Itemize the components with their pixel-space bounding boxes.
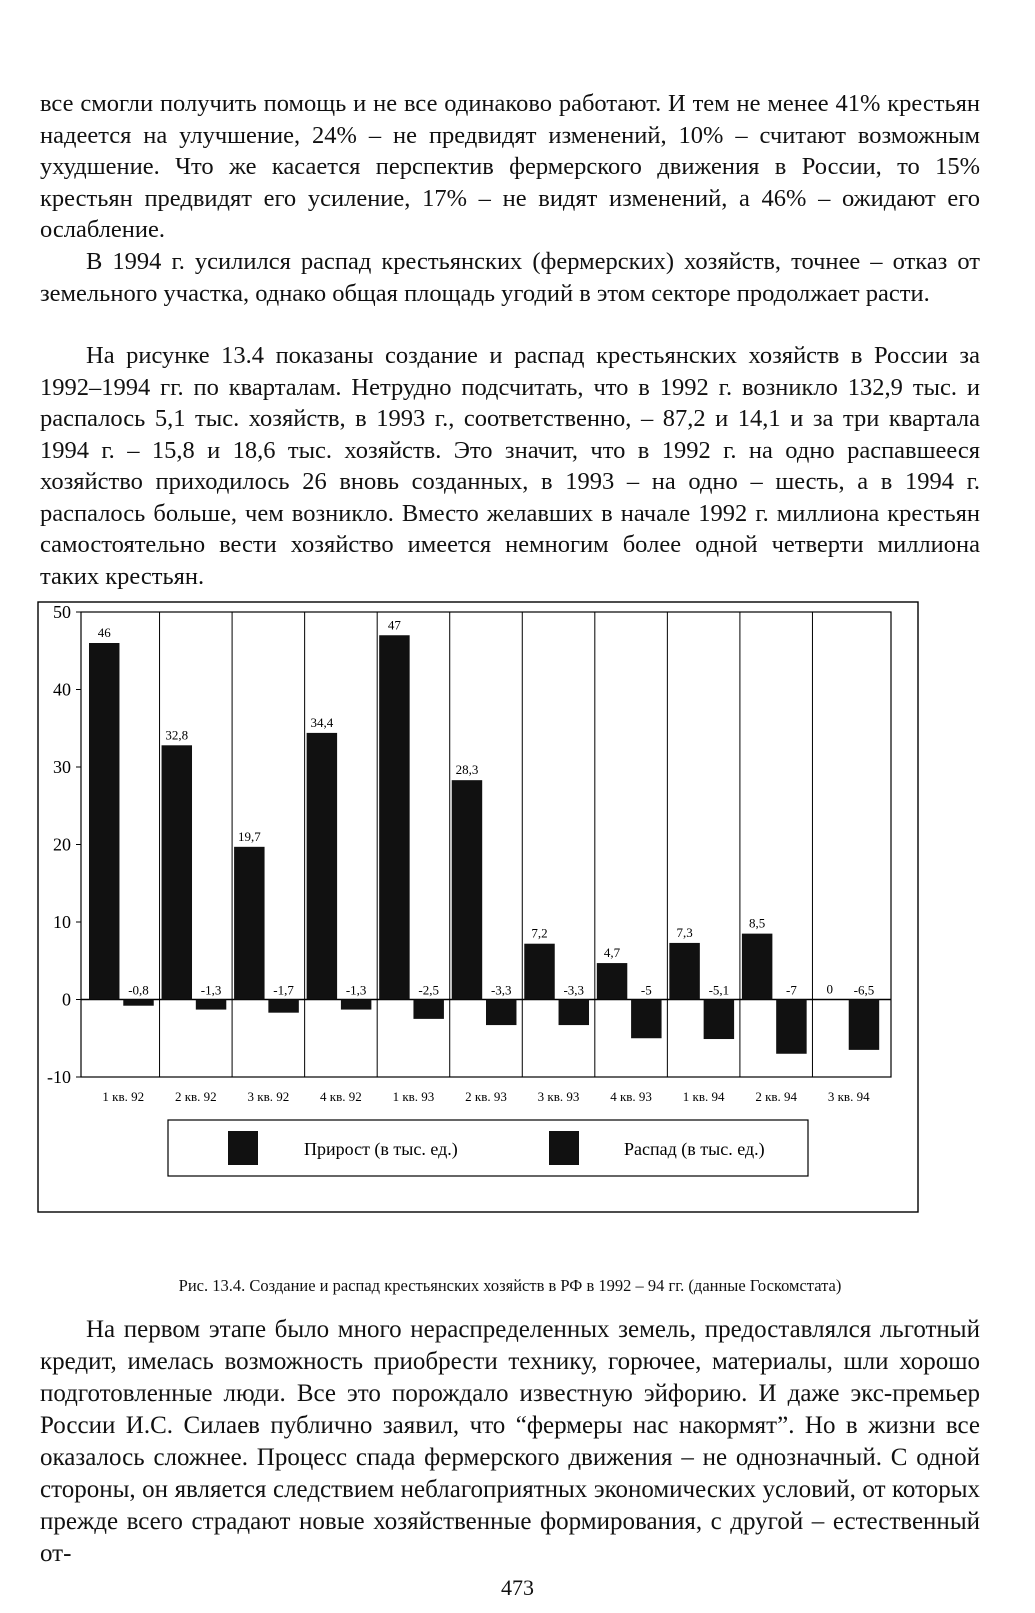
y-tick-label: 0 <box>62 989 71 1010</box>
y-tick-label: 10 <box>53 912 71 932</box>
paragraph-4: На первом этапе было много нераспределенных земель, предоставлялся льготный кредит, имелась возможность приобрести технику, горючее, материалы, шли хорошо подготовленные люди. Все это порождало известную эйфорию. И даже экс-премьер России И.С. Силаев публично заявил, что “фермеры нас накормят”. Но в жизни все оказалось сложнее. Процесс спада фермерского движения – не однозначный. С одной стороны, он является следствием неблагоприятных экономических условий, от которых прежде всего страдают новые хозяйственные формирования, с другой – естественный от- <box>40 1316 980 1567</box>
x-tick-label: 4 кв. 92 <box>320 1089 362 1104</box>
decay-data-label: -5,1 <box>708 982 730 998</box>
growth-bar <box>524 944 554 1000</box>
growth-bar <box>89 643 119 1000</box>
figure-13-4 <box>36 600 956 1245</box>
y-tick-label: 20 <box>53 834 71 855</box>
decay-data-label: -3,3 <box>563 982 585 998</box>
x-tick-label: 1 кв. 94 <box>682 1089 725 1104</box>
growth-bar <box>234 847 264 1000</box>
growth-bar <box>742 934 772 1000</box>
decay-data-label: -2,5 <box>418 982 439 998</box>
y-tick-label: 30 <box>53 757 71 777</box>
decay-bar <box>196 1000 226 1010</box>
x-tick-label: 2 кв. 93 <box>465 1089 507 1104</box>
x-tick-label: 2 кв. 94 <box>755 1089 798 1104</box>
growth-data-label: 32,8 <box>165 727 189 743</box>
x-tick-label: 2 кв. 92 <box>174 1089 217 1104</box>
growth-bar <box>452 780 482 999</box>
growth-bar <box>307 733 337 1000</box>
legend-swatch-growth <box>228 1131 258 1165</box>
x-tick-label: 1 кв. 93 <box>392 1089 435 1104</box>
page-number: 473 <box>501 1575 534 1600</box>
paragraph-1: все смогли получить помощь и не все одинаково работают. И тем не менее 41% крестьян надеется на улучшение, 24% – не предвидят изменений, 10% – считают возможным ухудшение. Что же касается перспектив фермерского движения в России, то 15% крестьян предвидят его усиление, 17% – не видят изменений, а 46% – ожидают его ослабление. <box>40 90 980 243</box>
figure-caption: Рис. 13.4. Создание и распад крестьянских хозяйств в РФ в 1992 – 94 гг. (данные Госкомстата) <box>178 1276 842 1295</box>
growth-data-label: 7,2 <box>531 925 548 941</box>
legend-label-decay: Распад (в тыс. ед.) <box>624 1139 765 1159</box>
y-tick-label: -10 <box>47 1067 71 1087</box>
growth-bar <box>669 943 699 1000</box>
decay-data-label: -1,3 <box>345 982 367 998</box>
bar-chart <box>36 600 956 1245</box>
legend-swatch-decay <box>549 1131 579 1165</box>
growth-data-label: 0 <box>826 981 833 997</box>
decay-bar <box>123 1000 153 1006</box>
x-tick-label: 3 кв. 93 <box>537 1089 580 1104</box>
paragraph-2: В 1994 г. усилился распад крестьянских (фермерских) хозяйств, точнее – отказ от земельного участка, однако общая площадь угодий в этом секторе продолжает расти. <box>40 248 980 307</box>
x-tick-label: 4 кв. 93 <box>610 1089 652 1104</box>
y-tick-label: 40 <box>53 679 71 700</box>
decay-data-label: -5 <box>640 982 652 998</box>
growth-bar <box>379 635 409 999</box>
decay-bar <box>486 1000 516 1026</box>
growth-data-label: 8,5 <box>749 915 766 931</box>
growth-data-label: 7,3 <box>676 924 693 940</box>
growth-data-label: 34,4 <box>310 714 334 730</box>
growth-data-label: 19,7 <box>237 828 261 844</box>
growth-data-label: 4,7 <box>603 945 621 961</box>
growth-data-label: 47 <box>387 617 401 633</box>
decay-data-label: -3,3 <box>490 982 512 998</box>
decay-bar <box>341 1000 371 1010</box>
decay-bar <box>559 1000 589 1026</box>
decay-data-label: -6,5 <box>853 982 875 998</box>
x-tick-label: 1 кв. 92 <box>102 1089 145 1104</box>
decay-bar <box>268 1000 298 1013</box>
growth-data-label: 28,3 <box>455 762 479 778</box>
decay-bar <box>413 1000 443 1019</box>
growth-bar <box>597 963 627 999</box>
decay-data-label: -1,7 <box>273 982 294 998</box>
decay-bar <box>704 1000 734 1040</box>
decay-bar <box>631 1000 661 1039</box>
growth-bar <box>162 745 192 999</box>
decay-data-label: -1,3 <box>200 982 222 998</box>
paragraph-3: На рисунке 13.4 показаны создание и распад крестьянских хозяйств в России за 1992–1994 гг. по кварталам. Нетрудно подсчитать, что в 1992 г. возникло 132,9 тыс. и распалось 5,1 тыс. хозяйств, в 1993 г., соответственно, – 87,2 и 14,1 и за три квартала 1994 г. – 15,8 и 18,6 тыс. хозяйств. Это значит, что в 1992 г. на одно распавшееся хозяйство приходилось 26 вновь созданных, в 1993 – на одно – шесть, а в 1994 г. распалось больше, чем возникло. Вместо желавших в начале 1992 г. миллиона крестьян самостоятельно вести хозяйство имеется немногим более одной четверти миллиона таких крестьян. <box>40 342 980 590</box>
legend-label-growth: Прирост (в тыс. ед.) <box>304 1139 458 1159</box>
decay-bar <box>849 1000 879 1050</box>
plot-layer <box>47 602 891 1104</box>
decay-bar <box>776 1000 806 1054</box>
y-tick-label: 50 <box>53 602 71 622</box>
decay-data-label: -0,8 <box>128 982 149 998</box>
growth-data-label: 46 <box>97 625 111 640</box>
decay-data-label: -7 <box>785 982 797 998</box>
x-tick-label: 3 кв. 92 <box>247 1089 290 1104</box>
x-tick-label: 3 кв. 94 <box>827 1089 870 1104</box>
legend <box>168 1120 808 1176</box>
